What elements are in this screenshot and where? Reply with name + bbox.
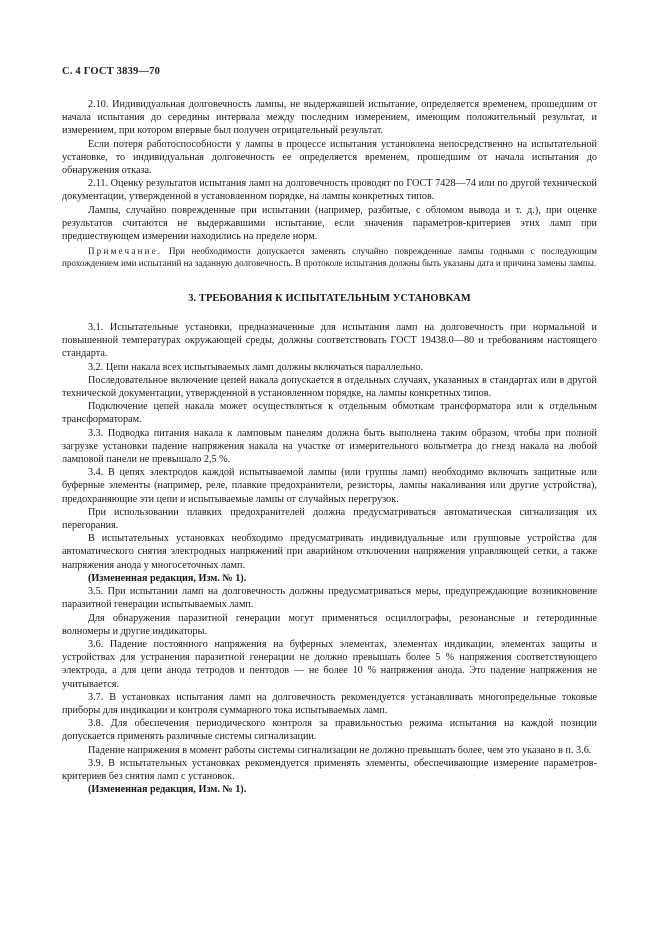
paragraph-3-4-fuses: При использовании плавких предохранителей должна предусматриваться автоматическая сигнализация их перегорания. [62, 506, 597, 532]
paragraph-2-11: 2.11. Оценку результатов испытания ламп на долговечность проводят по ГОСТ 7428—74 или по другой технической документации, утвержденной в установленном порядке, на лампы конкретных типов. [62, 178, 597, 203]
note-text: При необходимости допускается заменять случайно поврежденные лампы годными с последующим прохождением ими испытаний на заданную долговечность. В протоколе испытания должны быть указаны дата и причина замены лампы. [62, 246, 597, 269]
paragraph-3-2: 3.2. Цепи накала всех испытываемых ламп должны включаться параллельно. [88, 361, 423, 373]
section-3-heading: 3. ТРЕБОВАНИЯ К ИСПЫТАТЕЛЬНЫМ УСТАНОВКАМ [188, 292, 471, 304]
paragraph-3-7: 3.7. В установках испытания ламп на долговечность рекомендуется устанавливать многопредельные токовые приборы для индикации и контроля суммарного тока испытываемых ламп. [62, 691, 597, 716]
note-paragraph [62, 246, 597, 270]
paragraph-3-3: 3.3. Подводка питания накала к ламповым панелям должна быть выполнена таким образом, чтобы при полной загрузке установки падение напряжения накала на участке от измерительного вольтметра до гнезд накала на любой ламповой панели не превышало 2,5 %. [62, 427, 597, 466]
amendment-note-1: (Измененная редакция, Изм. № 1). [88, 572, 247, 584]
page-header: С. 4 ГОСТ 3839—70 [62, 66, 161, 77]
paragraph-3-2-connection: Подключение цепей накала может осуществляться к отдельным обмоткам трансформатора или к отдельным трансформаторам. [62, 401, 597, 426]
paragraph-3-5-continued: Для обнаружения паразитной генерации могут применяться осциллографы, резонансные и гетеродинные волномеры и другие индикаторы. [62, 612, 597, 637]
paragraph-3-4: 3.4. В цепях электродов каждой испытываемой лампы (или группы ламп) необходимо включать защитные или буферные элементы (например, реле, плавкие предохранители, резисторы, лампы накаливания или другие устройства), предохраняющие эти цепи и испытываемые лампы от случайных перегрузок. [62, 467, 597, 505]
paragraph-2-10-continued: Если потеря работоспособности у лампы в процессе испытания установлена непосредственно на испытательной установке, то индивидуальная долговечность ее определяется временем, прошедшим от начала испытания до обнаружения отказа. [62, 138, 597, 177]
note-label: Примечание. [88, 246, 163, 257]
paragraph-2-10: 2.10. Индивидуальная долговечность лампы, не выдержавшей испытание, определяется временем, прошедшим от начала испытания до середины интервала между последним измерением, имеющим положительный результат, и измерением, при котором впервые был получен отрицательный результат. [62, 99, 597, 137]
page-body [62, 98, 597, 796]
paragraph-2-11-continued: Лампы, случайно поврежденные при испытании (например, разбитые, с обломом вывода и т. д.), при оценке результатов считаются не выдержавшими испытание, если значения параметров-критериев этих ламп при предшествующем измерении находились на пределе норм. [62, 204, 597, 243]
paragraph-3-5: 3.5. При испытании ламп на долговечность должны предусматриваться меры, предупреждающие возникновение паразитной генерации испытываемых ламп. [62, 586, 597, 611]
paragraph-3-8-continued: Падение напряжения в момент работы системы сигнализации не должно превышать более, чем это указано в п. 3.6. [88, 744, 592, 756]
amendment-note-2: (Измененная редакция, Изм. № 1). [88, 784, 247, 796]
paragraph-3-6: 3.6. Падение постоянного напряжения на буферных элементах, элементах индикации, элементах защиты и устройствах для устранения паразитной генерации не должно превышать более 5 % напряжения соответствующего электрода, а для цепи анода тетродов и пентодов — не более 10 % напряжения анода. Это падение напряжения не учитывается. [62, 638, 597, 690]
paragraph-3-4-devices: В испытательных установках необходимо предусматривать индивидуальные или групповые устройства для автоматического снятия электродных напряжений при аварийном отключении напряжения управляющей сетки, а также напряжения анода у многосеточных ламп. [62, 533, 597, 571]
paragraph-3-1: 3.1. Испытательные установки, предназначенные для испытания ламп на долговечность при нормальной и повышенной температурах окружающей среды, должны соответствовать ГОСТ 19438.0—80 и требованиям настоящего стандарта. [62, 322, 597, 360]
paragraph-3-2-continued: Последовательное включение цепей накала допускается в отдельных случаях, указанных в стандартах или в другой технической документации, утвержденной в установленном порядке, на лампы конкретных типов. [62, 374, 597, 400]
paragraph-3-8: 3.8. Для обеспечения периодического контроля за правильностью режима испытания на каждой позиции допускается применять различные системы сигнализации. [62, 718, 597, 743]
paragraph-3-9: 3.9. В испытательных установках рекомендуется применять элементы, обеспечивающие измерение параметров-критериев без снятия ламп с установок. [62, 757, 597, 782]
